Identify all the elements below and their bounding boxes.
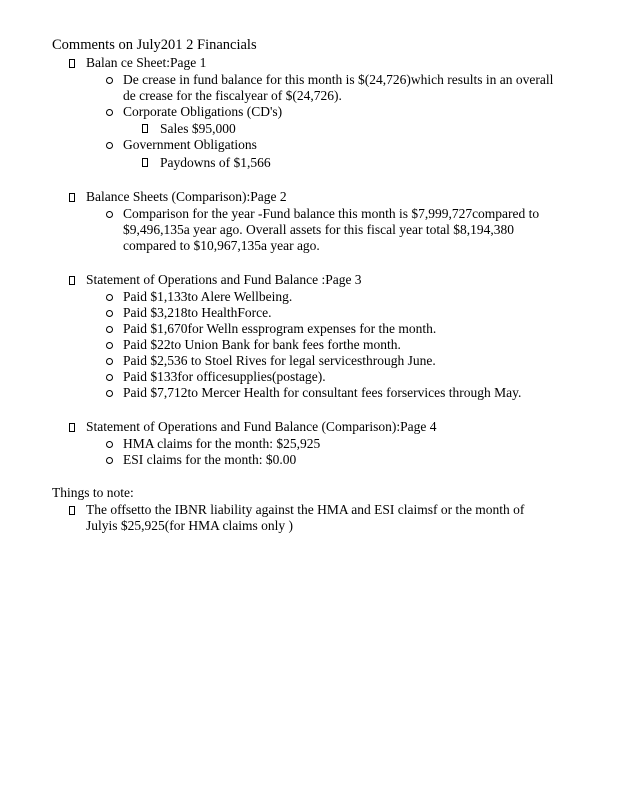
item-text: compared to $10,967,135a year ago. (123, 238, 320, 253)
item-text: Paid $3,218to HealthForce. (123, 305, 272, 320)
item-text: HMA claims for the month: $25,925 (123, 436, 321, 451)
section-bullet-icon (69, 423, 75, 432)
item-bullet-icon (106, 358, 113, 365)
item-bullet-icon (106, 211, 113, 218)
item-text: Corporate Obligations (CD's) (123, 104, 283, 119)
section-heading: Statement of Operations and Fund Balance :Page 3 (86, 272, 362, 287)
section-heading: Statement of Operations and Fund Balance (Comparison):Page 4 (86, 419, 437, 434)
notes-heading: Things to note: (52, 485, 134, 500)
section-bullet-icon (69, 193, 75, 202)
subitem-bullet-icon (142, 158, 148, 167)
subitem-text: Paydowns of $1,566 (160, 155, 271, 170)
item-text: Paid $1,670for Welln essprogram expenses for the month. (123, 321, 437, 336)
note-text: Julyis $25,925(for HMA claims only ) (86, 518, 293, 533)
item-bullet-icon (106, 457, 113, 464)
item-bullet-icon (106, 142, 113, 149)
subitem-bullet-icon (142, 124, 148, 133)
subitem-text: Sales $95,000 (160, 121, 236, 136)
item-text: Comparison for the year -Fund balance this month is $7,999,727compared to (123, 206, 540, 221)
item-bullet-icon (106, 310, 113, 317)
item-bullet-icon (106, 374, 113, 381)
item-text: Paid $22to Union Bank for bank fees forthe month. (123, 337, 401, 352)
item-bullet-icon (106, 109, 113, 116)
section-bullet-icon (69, 276, 75, 285)
item-bullet-icon (106, 390, 113, 397)
item-bullet-icon (106, 342, 113, 349)
note-text: The offsetto the IBNR liability against the HMA and ESI claimsf or the month of (86, 502, 525, 517)
section-bullet-icon (69, 59, 75, 68)
item-text: ESI claims for the month: $0.00 (123, 452, 297, 467)
item-text: Paid $1,133to Alere Wellbeing. (123, 289, 293, 304)
item-text: $9,496,135a year ago. Overall assets for this fiscal year total $8,194,380 (123, 222, 515, 237)
section-heading: Balan ce Sheet:Page 1 (86, 55, 207, 70)
item-bullet-icon (106, 441, 113, 448)
item-text: De crease in fund balance for this month is $(24,726)which results in an overall (123, 72, 554, 87)
item-text: Paid $7,712to Mercer Health for consultant fees forservices through May. (123, 385, 522, 400)
item-text: Paid $133for officesupplies(postage). (123, 369, 326, 384)
note-bullet-icon (69, 506, 75, 515)
item-text: Paid $2,536 to Stoel Rives for legal servicesthrough June. (123, 353, 436, 368)
item-bullet-icon (106, 294, 113, 301)
item-text: Government Obligations (123, 137, 257, 152)
item-text: de crease for the fiscalyear of $(24,726). (123, 88, 342, 103)
section-heading: Balance Sheets (Comparison):Page 2 (86, 189, 287, 204)
item-bullet-icon (106, 326, 113, 333)
page-title: Comments on July201 2 Financials (52, 37, 257, 53)
item-bullet-icon (106, 77, 113, 84)
